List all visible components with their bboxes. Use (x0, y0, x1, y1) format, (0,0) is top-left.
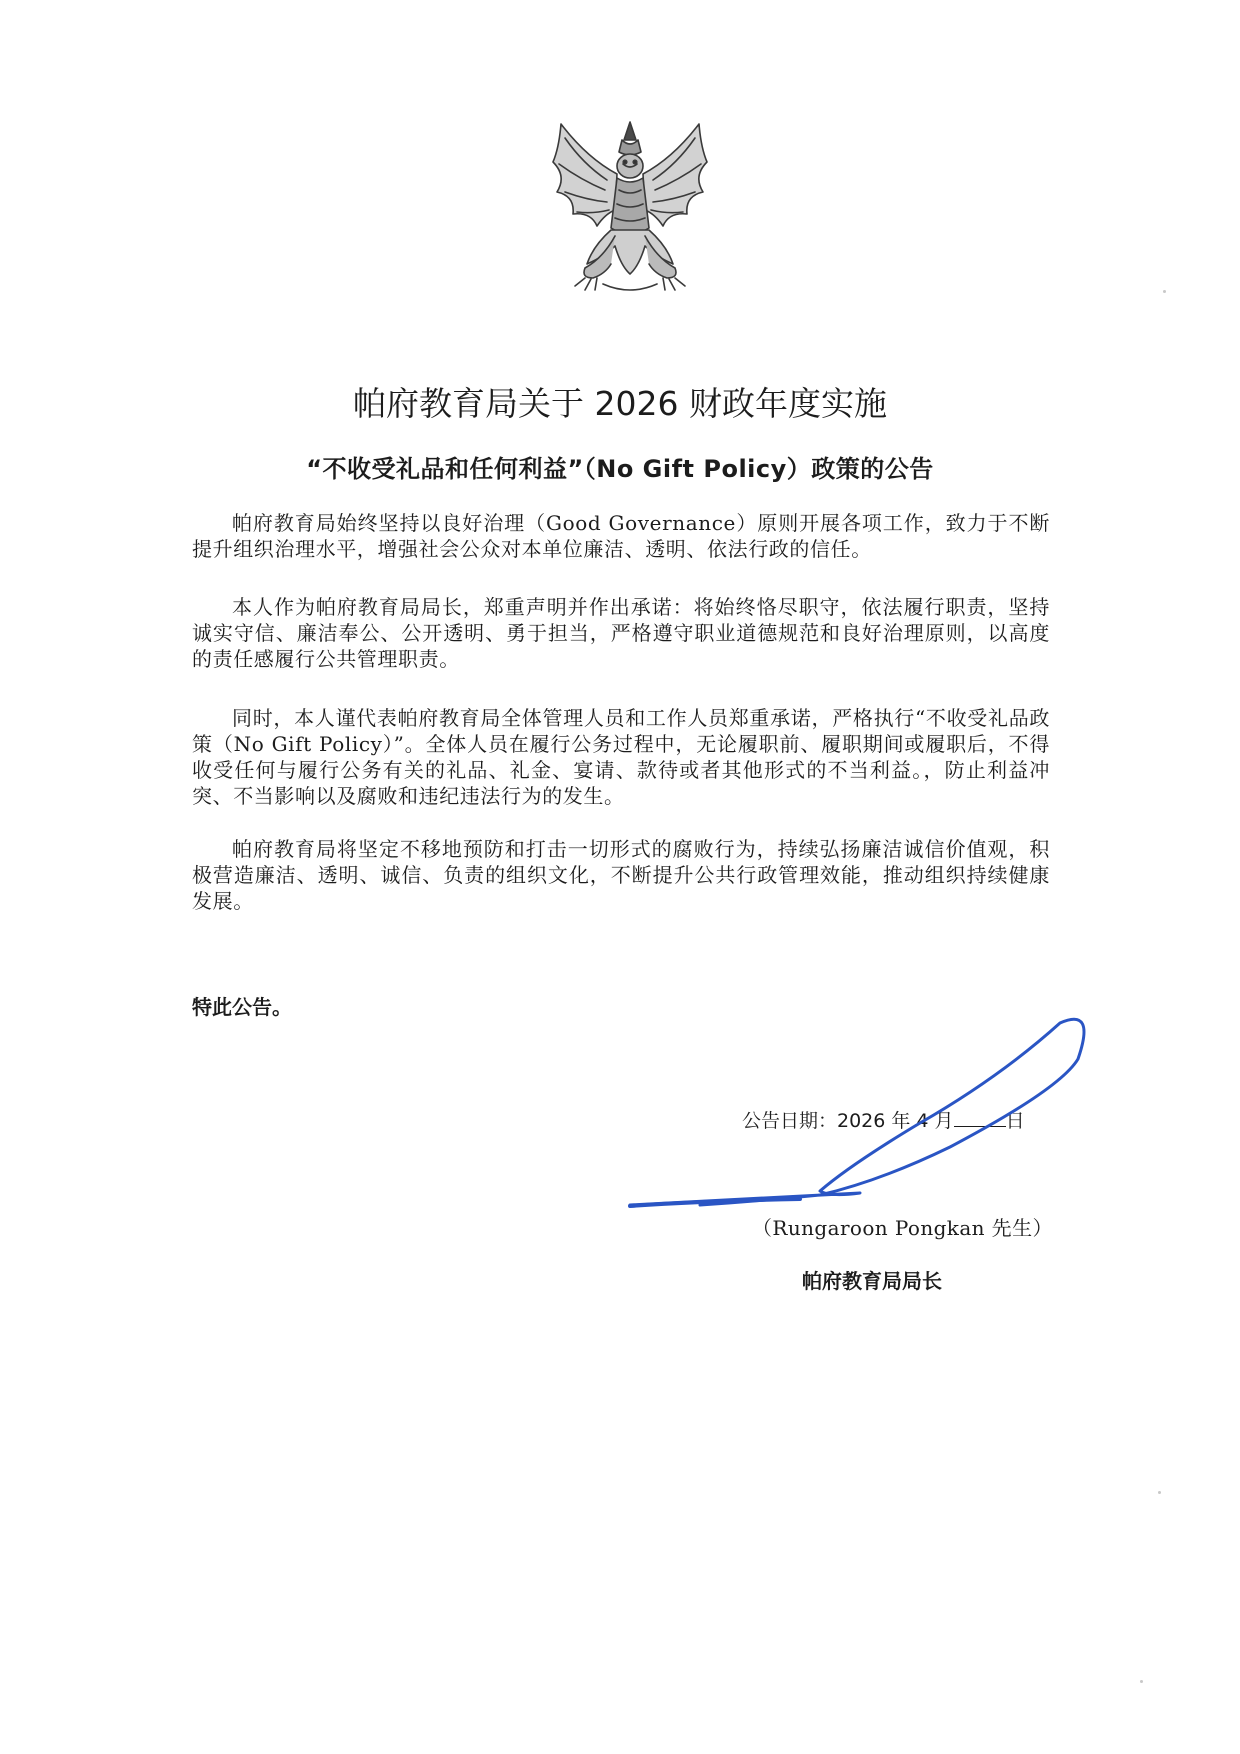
closing-remark: 特此公告。 (192, 995, 292, 1019)
scan-speck (1158, 1491, 1161, 1494)
garuda-emblem (545, 118, 715, 298)
signer-title: 帕府教育局局长 (802, 1269, 942, 1293)
date-suffix: 日 (1005, 1110, 1025, 1132)
body-paragraph-4: 帕府教育局将坚定不移地预防和打击一切形式的腐败行为，持续弘扬廉洁诚信价值观，积极营造廉洁、透明、诚信、负责的组织文化，不断提升公共行政管理效能，推动组织持续健康发展。 (192, 837, 1050, 913)
scan-speck (1140, 1680, 1143, 1683)
body-paragraph-2: 本人作为帕府教育局局长，郑重声明并作出承诺：将始终恪尽职守，依法履行职责，坚持诚实守信、廉洁奉公、公开透明、勇于担当，严格遵守职业道德规范和良好治理原则，以高度的责任感履行公共管理职责。 (192, 595, 1050, 671)
announcement-subtitle: “不收受礼品和任何利益”（No Gift Policy）政策的公告 (306, 455, 934, 483)
body-paragraph-1: 帕府教育局始终坚持以良好治理（Good Governance）原则开展各项工作，致力于不断提升组织治理水平，增强社会公众对本单位廉洁、透明、依法行政的信任。 (192, 511, 1050, 561)
handwritten-signature (620, 1015, 1160, 1225)
date-prefix: 公告日期：2026 年 4 月 (742, 1110, 954, 1132)
scan-speck (1163, 290, 1166, 293)
signer-name: （Rungaroon Pongkan 先生） (752, 1216, 1053, 1240)
announcement-title: 帕府教育局关于 2026 财政年度实施 (353, 384, 887, 423)
body-paragraph-3: 同时，本人谨代表帕府教育局全体管理人员和工作人员郑重承诺，严格执行“不收受礼品政策（No Gift Policy）”。全体人员在履行公务过程中，无论履职前、履职期间或履职后，不得收受任何与履行公务有关的礼品、礼金、宴请、款待或者其他形式的不当利益。，防止利益冲突、不当影响以及腐败和违纪违法行为的发生。 (192, 706, 1050, 808)
